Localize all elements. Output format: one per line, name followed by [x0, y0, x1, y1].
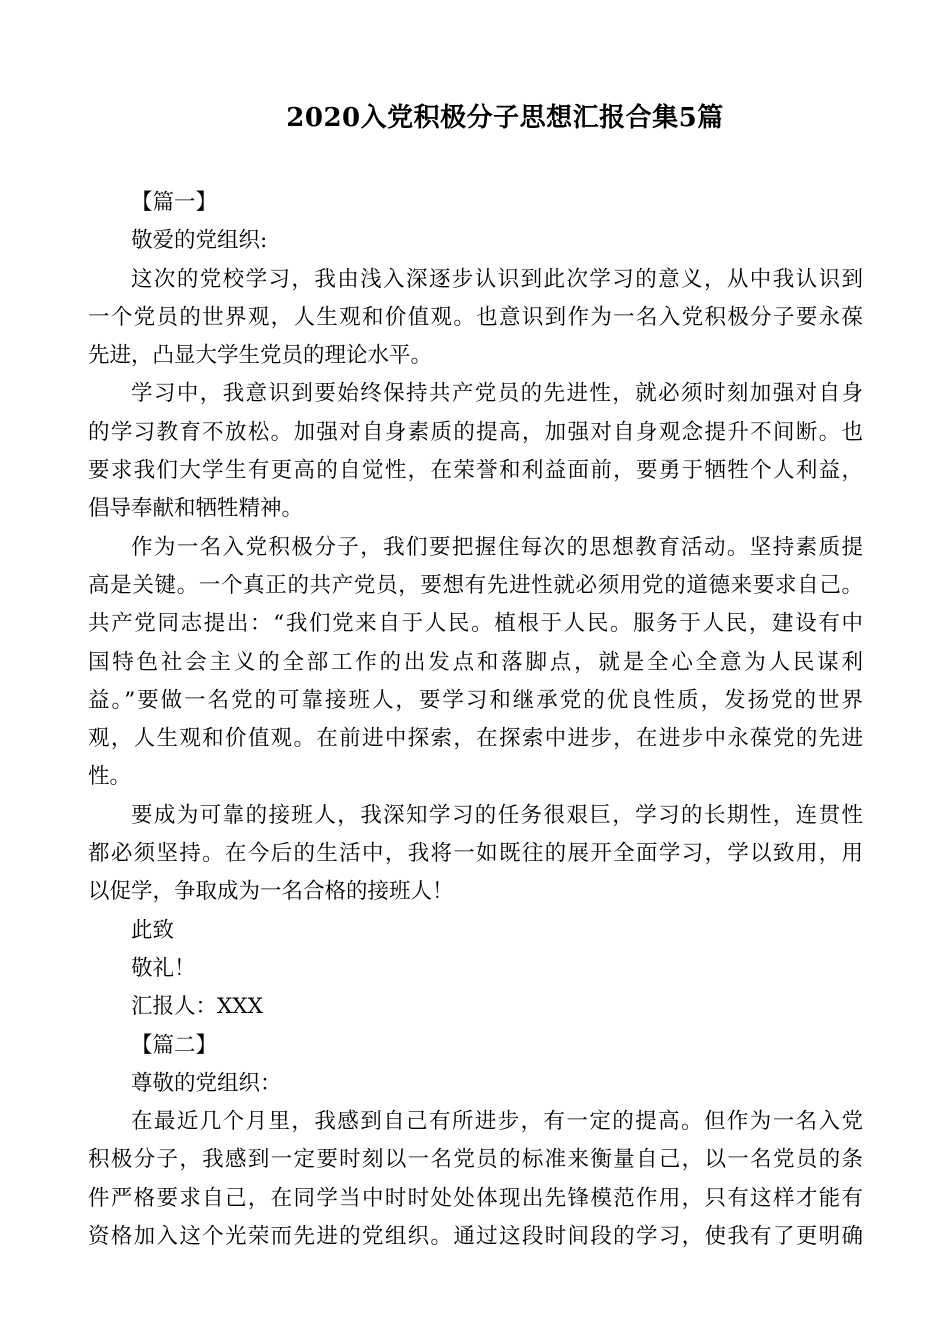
text-line: 都必须坚持。在今后的生活中，我将一如既往的展开全面学习，学以致用，用	[88, 841, 863, 867]
text-line: 积极分子，我感到一定要时刻以一名党员的标准来衡量自己，以一名党员的条	[88, 1147, 863, 1173]
text-line: 先进，凸显大学生党员的理论水平。	[88, 343, 433, 369]
text-line: 共产党同志提出：“我们党来自于人民。植根于人民。服务于人民，建设有中	[88, 611, 863, 637]
text-line: 尊敬的党组织：	[131, 1070, 282, 1096]
text-line: 以促学，争取成为一名合格的接班人！	[88, 879, 454, 905]
text-line: 【篇一】	[131, 190, 218, 215]
text-line: 此致	[131, 917, 175, 943]
text-line: 学习中，我意识到要始终保持共产党员的先进性，就必须时刻加强对自身	[131, 381, 863, 407]
text-line: 【篇二】	[131, 1032, 218, 1058]
text-line: 高是关键。一个真正的共产党员，要想有先进性就必须用党的道德来要求自己。	[88, 572, 863, 598]
text-line: 益。”要做一名党的可靠接班人，要学习和继承党的优良性质，发扬党的世界	[88, 687, 863, 713]
document-body	[88, 184, 863, 1256]
text-line: 要求我们大学生有更高的自觉性，在荣誉和利益面前，要勇于牺牲个人利益，	[88, 458, 863, 484]
text-line: 国特色社会主义的全部工作的出发点和落脚点，就是全心全意为人民谋利	[88, 649, 863, 675]
text-line: 的学习教育不放松。加强对自身素质的提高，加强对自身观念提升不间断。也	[88, 419, 863, 445]
text-line: 这次的党校学习，我由浅入深逐步认识到此次学习的意义，从中我认识到	[131, 266, 863, 292]
text-line: 资格加入这个光荣而先进的党组织。通过这段时间段的学习，使我有了更明确	[88, 1224, 863, 1250]
text-line: 观，人生观和价值观。在前进中探索，在探索中进步，在进步中永葆党的先进	[88, 726, 863, 752]
text-line: 要成为可靠的接班人，我深知学习的任务很艰巨，学习的长期性，连贯性	[131, 802, 863, 828]
text-line: 敬礼！	[131, 955, 196, 981]
text-line: 一个党员的世界观，人生观和价值观。也意识到作为一名入党积极分子要永葆	[88, 304, 863, 330]
text-line: 倡导奉献和牺牲精神。	[88, 496, 304, 522]
text-line: 件严格要求自己，在同学当中时时处处体现出先锋模范作用，只有这样才能有	[88, 1185, 863, 1211]
text-line: 作为一名入党积极分子，我们要把握住每次的思想教育活动。坚持素质提	[131, 534, 863, 560]
text-line: 性。	[88, 764, 132, 790]
text-line: 汇报人：XXX	[131, 994, 263, 1020]
text-line: 在最近几个月里，我感到自己有所进步，有一定的提高。但作为一名入党	[131, 1109, 863, 1135]
document-title: 2020入党积极分子思想汇报合集5篇	[286, 103, 724, 133]
text-line: 敬爱的党组织:	[131, 228, 268, 254]
